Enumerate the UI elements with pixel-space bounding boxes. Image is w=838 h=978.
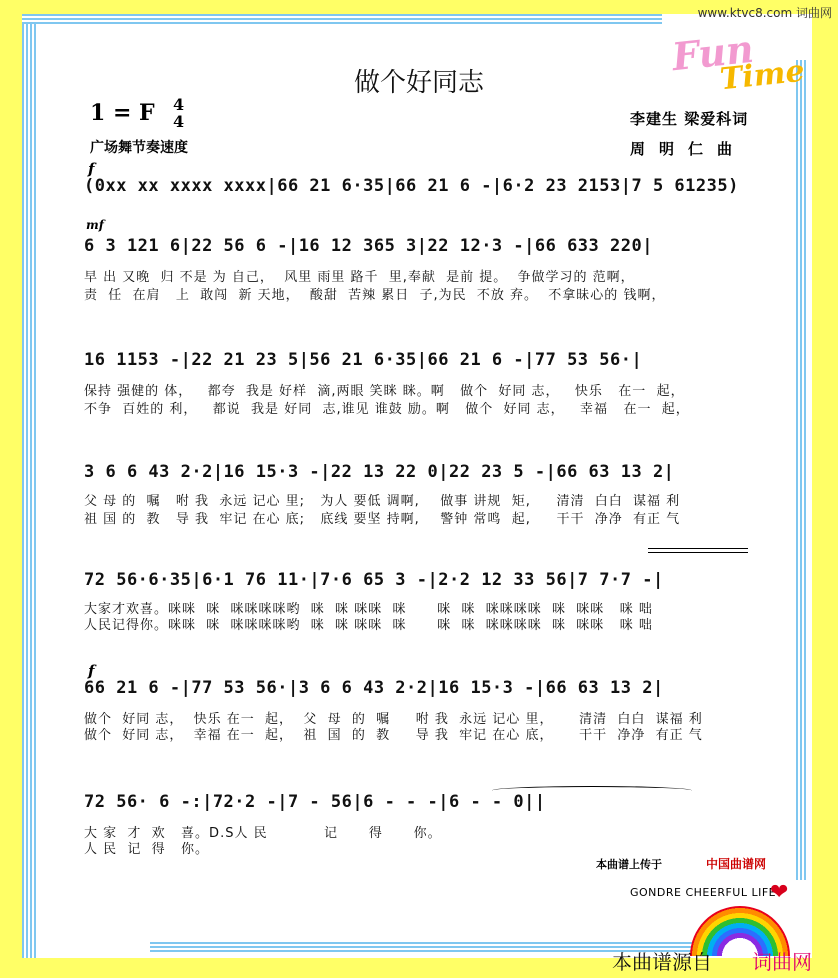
forte-mark-2: f <box>88 662 95 680</box>
upload-label: 本曲谱上传于 <box>596 858 662 871</box>
source-label: 本曲谱源自 <box>612 950 712 974</box>
source-site-link[interactable]: 词曲网 <box>752 950 812 974</box>
right-border-stripes <box>796 60 806 880</box>
crescendo-line <box>648 548 748 549</box>
lyric-line-4-verse-2: 祖 国 的 教 导 我 牢记 在心 底; 底线 要坚 持啊, 警钟 常鸣 起, 干干 净净 有正 气 <box>84 512 681 527</box>
time-logo: Time <box>718 53 807 98</box>
lyric-line-3-verse-1: 保持 强健的 体， 都夸 我是 好样 滴,两眼 笑眯 眯。啊 做个 好同 志， 快乐 在一 起， <box>84 384 685 399</box>
key-signature: 1 = F <box>90 100 155 126</box>
notation-line-1: (0xx xx xxxx xxxx|66 21 6·35|66 21 6 -|6·2 23 2153|7 5 61235) <box>84 176 739 196</box>
time-signature <box>173 96 184 130</box>
notation-line-4: 3 6 6 43 2·2|16 15·3 -|22 13 22 0|22 23 5 -|66 63 13 2| <box>84 462 675 482</box>
lyric-line-6-verse-1: 做个 好同 志， 快乐 在一 起， 父 母 的 嘱 咐 我 永远 记心 里， 清清 白白 谋福 利 <box>84 712 703 727</box>
crescendo-line-2 <box>648 552 748 553</box>
notation-line-6: 66 21 6 -|77 53 56·|3 6 6 43 2·2|16 15·3 -|66 63 13 2| <box>84 678 664 698</box>
lyric-line-6-verse-2: 做个 好同 志， 幸福 在一 起， 祖 国 的 教 导 我 牢记 在心 底， 干干 净净 有正 气 <box>84 728 703 743</box>
lyric-line-4-verse-1: 父 母 的 嘱 咐 我 永远 记心 里; 为人 要低 调啊, 做事 讲规 矩, 清清 白白 谋福 利 <box>84 494 681 509</box>
left-border-stripes <box>22 14 36 958</box>
slogan: GONDRE CHEERFUL LIFE <box>630 886 777 899</box>
upload-brand[interactable]: 中国曲谱网 <box>706 857 767 871</box>
notation-line-5: 72 56·6·35|6·1 76 11·|7·6 65 3 -|2·2 12 33 56|7 7·7 -| <box>84 570 664 590</box>
mezzo-forte-mark: mf <box>86 218 104 232</box>
forte-mark: f <box>88 160 95 178</box>
top-border-stripes <box>22 14 662 24</box>
lyric-line-5-verse-1: 大家才欢喜。咪咪 咪 咪咪咪咪哟 咪 咪 咪咪 咪 咪 咪 咪咪咪咪 咪 咪咪 咪 咄 <box>84 602 653 617</box>
time-bottom: 4 <box>173 112 185 131</box>
lyric-line-2-verse-2: 责 任 在肩 上 敢闯 新 天地， 酸甜 苦辣 累日 子,为民 不放 弃。 不拿昧心的 钱啊， <box>84 288 666 303</box>
notation-line-2: 6 3 121 6|22 56 6 -|16 12 365 3|22 12·3 -|66 633 220| <box>84 236 653 256</box>
heart-icon: ❤ <box>770 880 789 905</box>
site-url[interactable]: www.ktvc8.com <box>697 6 793 20</box>
tempo-marking: 广场舞节奏速度 <box>90 140 188 156</box>
lyric-line-7-verse-2: 人 民 记 得 你。 <box>84 842 210 857</box>
composer-credit: 周明仁曲 <box>630 140 747 158</box>
fun-logo: Fun <box>669 25 756 80</box>
notation-line-3: 16 1153 -|22 21 23 5|56 21 6·35|66 21 6 -|77 53 56·| <box>84 350 643 370</box>
tie-arc <box>492 786 692 795</box>
time-top: 4 <box>173 95 185 114</box>
site-watermark[interactable] <box>698 4 832 21</box>
lyric-line-7-verse-1: 大 家 才 欢 喜。D.S人 民 记 得 你。 <box>84 826 442 841</box>
lyric-line-5-verse-2: 人民记得你。咪咪 咪 咪咪咪咪哟 咪 咪 咪咪 咪 咪 咪 咪咪咪咪 咪 咪咪 咪 咄 <box>84 618 653 633</box>
song-title: 做个好同志 <box>353 68 484 98</box>
lyricist-credit: 李建生 梁爱科词 <box>630 110 749 128</box>
lyric-line-3-verse-2: 不争 百姓的 利， 都说 我是 好同 志,谁见 谁鼓 励。啊 做个 好同 志， 幸福 在一 起， <box>84 402 690 417</box>
lyric-line-2-verse-1: 早 出 又晚 归 不是 为 自己， 风里 雨里 路千 里,奉献 是前 提。 争做学习的 范啊， <box>84 270 635 285</box>
site-name[interactable]: 词曲网 <box>795 6 832 20</box>
notation-line-7: 72 56· 6 -:|72·2 -|7 - 56|6 - - -|6 - - 0|| <box>84 792 546 812</box>
